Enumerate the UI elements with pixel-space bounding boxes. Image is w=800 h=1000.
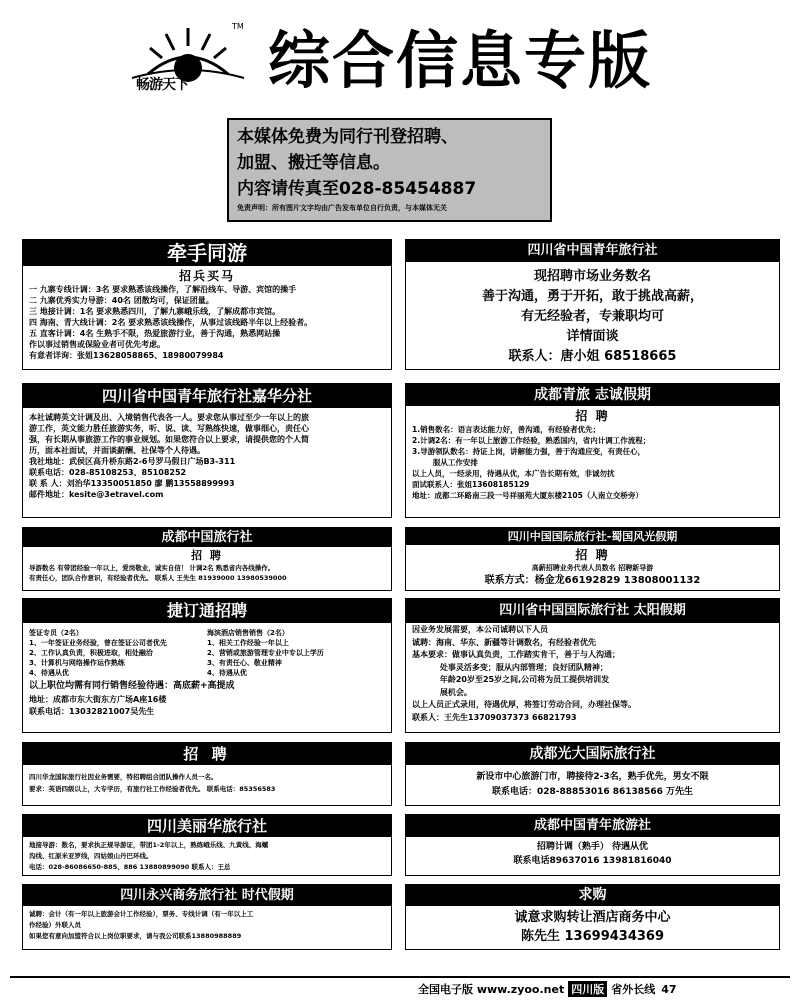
- ad-line: 导游数名 有带团经验一年以上，爱岗敬业，诚实自信！ 计调2名 熟悉省内各线操作。: [29, 564, 275, 572]
- footer-section: 省外长线: [611, 983, 656, 996]
- ad-line: 强，有长期从事旅游工作的事业规划。如果您符合以上要求，请提供您的个人简: [29, 435, 309, 444]
- ad-line: 如果您有意向加盟符合以上岗位职要求，请与我公司联系13880988889: [29, 932, 242, 940]
- ad-title: 成都青旅 志诚假期: [406, 384, 779, 406]
- ad-line: 4、待遇从优: [29, 669, 69, 677]
- ad-title: 成都中国青年旅游社: [406, 815, 779, 837]
- ad-contact: 有意者详询：张姐13628058865、18980079984: [29, 351, 224, 360]
- ad-title: 四川省中国国际旅行社 太阳假期: [406, 599, 779, 623]
- ad-qinglv: [405, 383, 780, 518]
- ad-line: 以上职位均需有同行销售经验待遇：高底薪+高提成: [29, 681, 235, 691]
- ad-title: 捷订通招聘: [23, 599, 391, 623]
- ad-line: 年龄20岁至25岁之间,公司将为员工提供培训发: [412, 675, 610, 684]
- job-head: 签证专员（2名）: [29, 629, 83, 637]
- ad-line: 以上人员，一经录用，待遇从优，本广告长期有效，非诚勿扰: [412, 469, 615, 478]
- ad-taiyang: [405, 598, 780, 733]
- ad-line: 2、营销或旅游管理专业中专以上学历: [207, 649, 324, 657]
- ad-subtitle: 招 聘: [575, 409, 610, 423]
- ad-line: 现招聘市场业务数名: [533, 269, 651, 284]
- ad-line: 展机会。: [412, 687, 472, 697]
- ad-title: 成都光大国际旅行社: [406, 743, 779, 765]
- ad-phone: 联系电话：028-85108253、85108252: [29, 468, 187, 477]
- ad-subtitle: 招兵买马: [178, 269, 235, 283]
- ad-line: 作以事过销售或保险业者可优先考虑。: [29, 340, 165, 349]
- ad-jiahua: [22, 383, 392, 518]
- ad-qingnian: [405, 239, 780, 370]
- ad-contact: 联 系 人：刘治华13350051850 廖 鹏13558899993: [29, 479, 235, 488]
- ad-jiedingtong: [22, 598, 392, 733]
- ad-line: 诚聘：海南、华东、新疆等计调数名，有经验者优先: [412, 637, 596, 647]
- ad-line: 四 海南、青大线计调：2名 要求熟悉该线操作，从事过该线路半年以上经验者。: [29, 318, 313, 327]
- ad-title: 求购: [406, 885, 779, 906]
- ad-line: 1.销售数名：语言表达能力好，善沟通，有经验者优先；: [412, 425, 601, 434]
- ad-line: 1、一年签证业务经验，曾在签证公司者优先: [29, 639, 167, 647]
- ad-guangda: [405, 742, 780, 806]
- promo-box: [227, 118, 552, 222]
- footer-rule: [10, 976, 790, 978]
- ad-address: 我社地址：武侯区高升桥东路2-6号罗马假日广场B3-311: [29, 457, 236, 466]
- trademark-mark: TM: [232, 22, 244, 31]
- ad-line: 1、相关工作经验一年以上: [207, 639, 289, 647]
- ad-line: 善于沟通，勇于开拓，敢于挑战高薪，: [481, 289, 703, 304]
- footer-edition-tag: 四川版: [568, 981, 607, 997]
- ad-line: 处事灵活多变；服从内部管理；良好团队精神；: [412, 662, 608, 672]
- ad-contact: 陈先生 13699434369: [520, 929, 665, 944]
- ad-chengdu-cits: [22, 527, 392, 591]
- ad-line: 要求：英语四级以上，大专学历，有旅行社工作经验者优先。 联系电话：85356583: [29, 785, 276, 793]
- ad-contact: 联系人：王先生13709037373 66821793: [412, 712, 577, 722]
- ad-line: 历，面本社面试，并面谈薪酬、社保等个人待遇。: [29, 446, 205, 455]
- ad-line: 因业务发展需要，本公司诚聘以下人员: [412, 625, 548, 634]
- ad-line: 五 直客计调：4名 生熟手不限，热爱旅游行业，善于沟通，熟悉网站操: [29, 329, 281, 338]
- ad-shuguang: [405, 527, 780, 591]
- ad-line: 服从工作安排: [412, 458, 478, 467]
- ad-line: 2.计调2名：有一年以上旅游工作经验，熟悉国内，省内计调工作流程；: [412, 436, 651, 445]
- ad-line: 游工作，英文能力胜任旅游实务，听、说、读、写熟练快速，做事细心，责任心: [29, 424, 309, 433]
- ad-line: 有无经验者，专兼职均可: [520, 309, 664, 324]
- ad-phone: 联系电话：028-88853016 86138566 万先生: [492, 787, 693, 797]
- ad-line: 地接导游：数名，要求执正规导游证，带团1-2年以上，熟练峨乐线、九黄线、海螺: [29, 841, 269, 849]
- page-footer: [418, 981, 677, 997]
- ad-line: 新设市中心旅游门市，聘接待2-3名，熟手优先，男女不限: [476, 772, 709, 782]
- ad-line: 3、计算机与网络操作运作熟练: [29, 659, 125, 667]
- promo-line-2: 加盟、搬迁等信息。: [237, 153, 390, 173]
- ad-line: 一 九寨专线计调：3名 要求熟悉该线操作，了解沿线车、导游、宾馆的操手: [29, 285, 297, 294]
- ad-line: 四川华龙国际旅行社因业务需要，特招聘组合团队操作人员一名。: [29, 773, 218, 781]
- ad-title: 四川中国国际旅行社-蜀国风光假期: [406, 528, 779, 545]
- job-head: 海滨酒店销售销售（2名）: [207, 629, 289, 637]
- footer-page-number: 47: [661, 982, 677, 996]
- ad-line: 二 九寨优秀实力导游：40名 团散均可，保证团量。: [29, 296, 214, 305]
- ad-line: 详情面谈: [566, 329, 619, 344]
- ad-line: 诚意求购转让酒店商务中心: [514, 910, 671, 925]
- ad-line: 诚聘：会计（有一年以上旅游会计工作经验），票务、专线计调（有一年以上工: [29, 910, 254, 918]
- ad-title: 四川省中国青年旅行社嘉华分社: [23, 384, 391, 408]
- ad-title: 牵手同游: [23, 240, 391, 266]
- ad-line: 3.导游领队数名：持证上岗，讲解能力强，善于沟通应变，有责任心，: [412, 447, 646, 456]
- ad-subtitle: 招 聘: [191, 549, 223, 562]
- ad-subtitle: 招 聘: [575, 548, 610, 562]
- promo-line-3: 内容请传真至028-85454887: [237, 179, 477, 199]
- footer-edition: 全国电子版 www.zyoo.net: [418, 983, 565, 996]
- ad-address: 地址：成都二环路南三段一号祥丽苑大厦东楼2105（人南立交桥旁）: [412, 491, 643, 500]
- ad-zhaopin: [22, 742, 392, 806]
- ad-line: 招聘计调（熟手） 待遇从优: [536, 842, 649, 852]
- ad-contact: 面试联系人：张姐13608185129: [412, 480, 530, 489]
- ad-line: 2、工作认真负责，积极进取，相处融洽: [29, 649, 153, 657]
- brand-logo-text: 畅游天下: [136, 77, 188, 93]
- ad-qiugou: [405, 884, 780, 950]
- ad-qianshou: [22, 239, 392, 370]
- promo-disclaimer: 免责声明：所有图片文字均由广告发布单位自行负责，与本媒体无关: [237, 204, 447, 212]
- ad-chengdu-qingnian: [405, 814, 780, 876]
- ad-title: 招 聘: [23, 743, 391, 765]
- ad-line: 4、待遇从优: [207, 669, 247, 677]
- ad-line: 3、有责任心、敬业精神: [207, 659, 282, 667]
- ad-line: 以上人员正式录用，待遇优厚，将签订劳动合同，办理社保等。: [412, 700, 636, 709]
- ad-line: 高薪招聘业务代表人员数名 招聘新导游: [531, 564, 654, 572]
- ad-title: 四川永兴商务旅行社 时代假期: [23, 885, 391, 906]
- ad-contact: 联系方式：杨金龙66192829 13808001132: [484, 575, 701, 586]
- ad-email: 邮件地址：kesite@3etravel.com: [29, 490, 164, 499]
- ad-phone: 电话：028-86086650-885、886 13880899090 联系人：王总: [29, 863, 231, 871]
- page-title: 综合信息专版: [268, 24, 653, 97]
- ad-line: 作经验）外联人员: [29, 921, 81, 929]
- ad-line: 三 地接计调：1名 要求熟悉四川，了解九寨峨乐线，了解成都市宾馆。: [29, 307, 281, 316]
- ad-line: 基本要求：做事认真负责，工作踏实肯干，善于与人沟通；: [412, 650, 620, 659]
- ad-title: 成都中国旅行社: [23, 528, 391, 547]
- ad-line: 有责任心，团队合作意识，有经验者优先。 联系人 王先生 81939000 13980539000: [29, 574, 287, 582]
- ad-title: 四川美丽华旅行社: [23, 815, 391, 837]
- ad-phone: 联系电话89637016 13981816040: [513, 856, 672, 866]
- ad-contact: 联系人：唐小姐 68518665: [508, 349, 677, 364]
- ad-meilihua: [22, 814, 392, 876]
- ad-yongxing: [22, 884, 392, 950]
- ad-phone: 联系电话：13032821007吴先生: [29, 707, 155, 716]
- ad-title: 四川省中国青年旅行社: [406, 240, 779, 262]
- ad-line: 本社诚聘英文计调及出、入境销售代表各一人。要求您从事过至少一年以上的旅: [29, 413, 309, 422]
- ad-address: 地址：成都市东大街东方广场A座16楼: [29, 695, 167, 704]
- promo-line-1: 本媒体免费为同行刊登招聘、: [237, 127, 458, 147]
- ad-line: 沟线、红原米亚罗线，四姑娘山丹巴环线。: [29, 852, 153, 860]
